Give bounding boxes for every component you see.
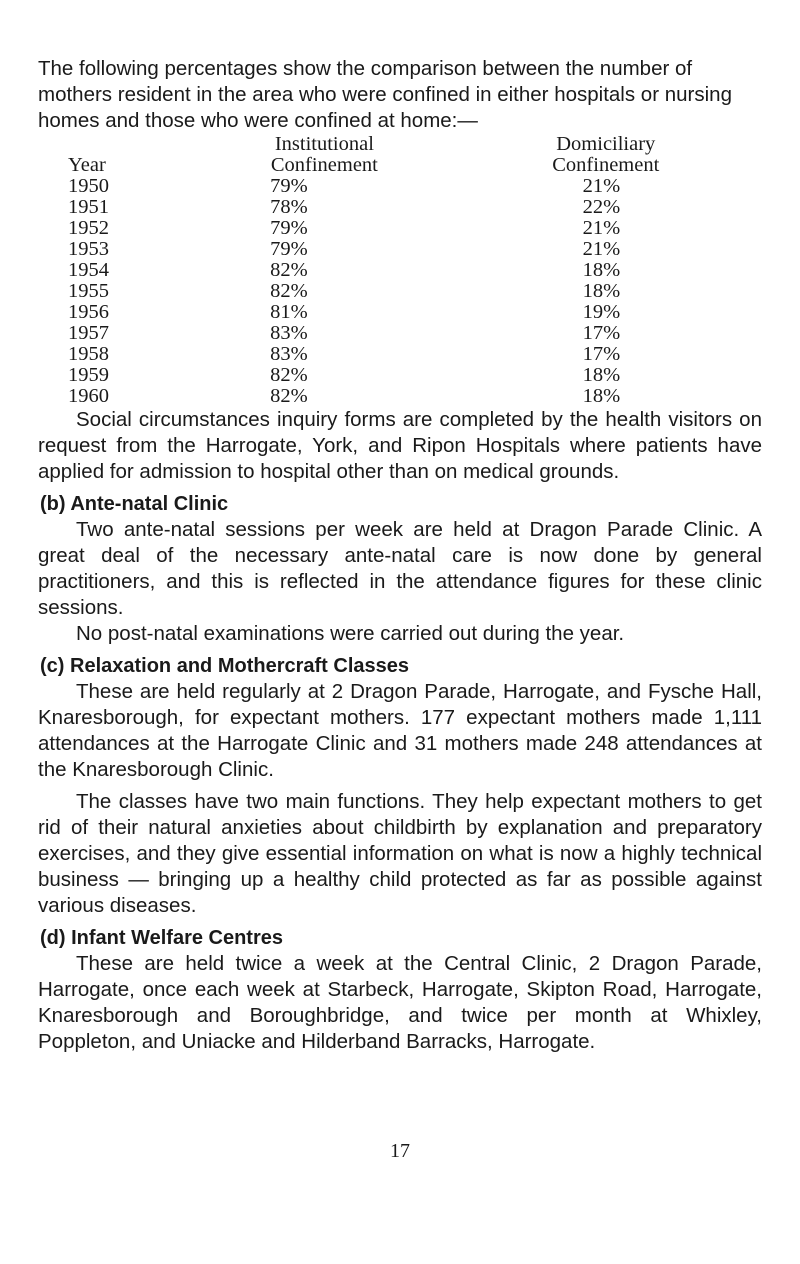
- section-c-paragraph-2: The classes have two main functions. They help expectant mothers to get rid of their natural anxieties about childbirth by explanation and preparatory exercises, and they give essential information on what is now a highly technical business — bringing up a healthy child protected as far as possible against various diseases.: [38, 790, 762, 917]
- page-number: 17: [390, 1140, 410, 1162]
- table-row: [38, 239, 762, 260]
- header-domiciliary-line1: Domiciliary: [556, 133, 656, 155]
- table-row: [38, 176, 762, 197]
- year-cell: 1954: [68, 259, 109, 281]
- section-b-paragraph-1: Two ante-natal sessions per week are held at Dragon Parade Clinic. A great deal of the necessary ante-natal care is now done by general practitioners, and this is reflected in the attendance figures for these clinic sessions.: [38, 518, 762, 619]
- section-d-heading: (d) Infant Welfare Centres: [40, 927, 283, 949]
- table-row: [38, 197, 762, 218]
- year-cell: 1959: [68, 364, 109, 386]
- institutional-cell: 79%: [270, 217, 308, 239]
- header-institutional-line2: Confinement: [270, 154, 378, 176]
- header-domiciliary-line2: Confinement: [552, 154, 660, 176]
- institutional-cell: 82%: [270, 259, 308, 281]
- table-header-row-2: [38, 155, 762, 176]
- domiciliary-cell: 18%: [582, 385, 621, 407]
- section-c-paragraph-1: These are held regularly at 2 Dragon Parade, Harrogate, and Fysche Hall, Knaresborough, for expectant mothers. 177 expectant mothers made 1,111 attendances at the Harrogate Clinic and 31 mothers made 248 attendances at the Knaresborough Clinic.: [38, 680, 762, 781]
- institutional-cell: 82%: [270, 280, 308, 302]
- header-year: Year: [68, 154, 106, 176]
- year-cell: 1950: [68, 175, 109, 197]
- table-row: [38, 218, 762, 239]
- intro-paragraph: The following percentages show the comparison between the number of mothers resident in the area who were confined in either hospitals or nursing homes and those who were confined at home:—: [38, 57, 732, 132]
- year-cell: 1960: [68, 385, 109, 407]
- section-d-paragraph-1: These are held twice a week at the Central Clinic, 2 Dragon Parade, Harrogate, once each week at Starbeck, Harrogate, Skipton Road, Harrogate, Knaresborough and Boroughbridge, and twice per month at Whixley, Poppleton, and Uniacke and Hilderband Barracks, Harrogate.: [38, 952, 762, 1053]
- institutional-cell: 83%: [270, 343, 308, 365]
- domiciliary-cell: 21%: [582, 238, 621, 260]
- domiciliary-cell: 22%: [582, 196, 621, 218]
- domiciliary-cell: 21%: [582, 175, 621, 197]
- table-row: [38, 302, 762, 323]
- header-institutional-line1: Institutional: [274, 133, 374, 155]
- institutional-cell: 78%: [270, 196, 308, 218]
- table-body: [38, 176, 762, 407]
- table-row: [38, 344, 762, 365]
- domiciliary-cell: 17%: [582, 322, 621, 344]
- year-cell: 1958: [68, 343, 109, 365]
- institutional-cell: 79%: [270, 175, 308, 197]
- year-cell: 1957: [68, 322, 109, 344]
- year-cell: 1952: [68, 217, 109, 239]
- table-row: [38, 281, 762, 302]
- domiciliary-cell: 19%: [582, 301, 621, 323]
- header-year-blank: [38, 134, 199, 155]
- year-cell: 1955: [68, 280, 109, 302]
- domiciliary-cell: 18%: [582, 364, 621, 386]
- table-header-row-1: [38, 134, 762, 155]
- section-b-paragraph-2: No post-natal examinations were carried out during the year.: [76, 622, 625, 645]
- institutional-cell: 82%: [270, 364, 308, 386]
- year-cell: 1951: [68, 196, 109, 218]
- table-row: [38, 323, 762, 344]
- document-page: [38, 56, 762, 1055]
- table-row: [38, 260, 762, 281]
- domiciliary-cell: 18%: [582, 280, 621, 302]
- institutional-cell: 79%: [270, 238, 308, 260]
- institutional-cell: 82%: [270, 385, 308, 407]
- section-b-heading: (b) Ante-natal Clinic: [40, 493, 229, 515]
- section-c-heading: (c) Relaxation and Mothercraft Classes: [40, 655, 409, 677]
- social-circumstances-paragraph: Social circumstances inquiry forms are completed by the health visitors on request from the Harrogate, York, and Ripon Hospitals where patients have applied for admission to hospital other than on medical grounds.: [38, 408, 762, 483]
- year-cell: 1953: [68, 238, 109, 260]
- institutional-cell: 83%: [270, 322, 308, 344]
- table-row: [38, 386, 762, 407]
- institutional-cell: 81%: [270, 301, 308, 323]
- table-row: [38, 365, 762, 386]
- domiciliary-cell: 18%: [582, 259, 621, 281]
- domiciliary-cell: 21%: [582, 217, 621, 239]
- domiciliary-cell: 17%: [582, 343, 621, 365]
- year-cell: 1956: [68, 301, 109, 323]
- confinement-table: [38, 134, 762, 407]
